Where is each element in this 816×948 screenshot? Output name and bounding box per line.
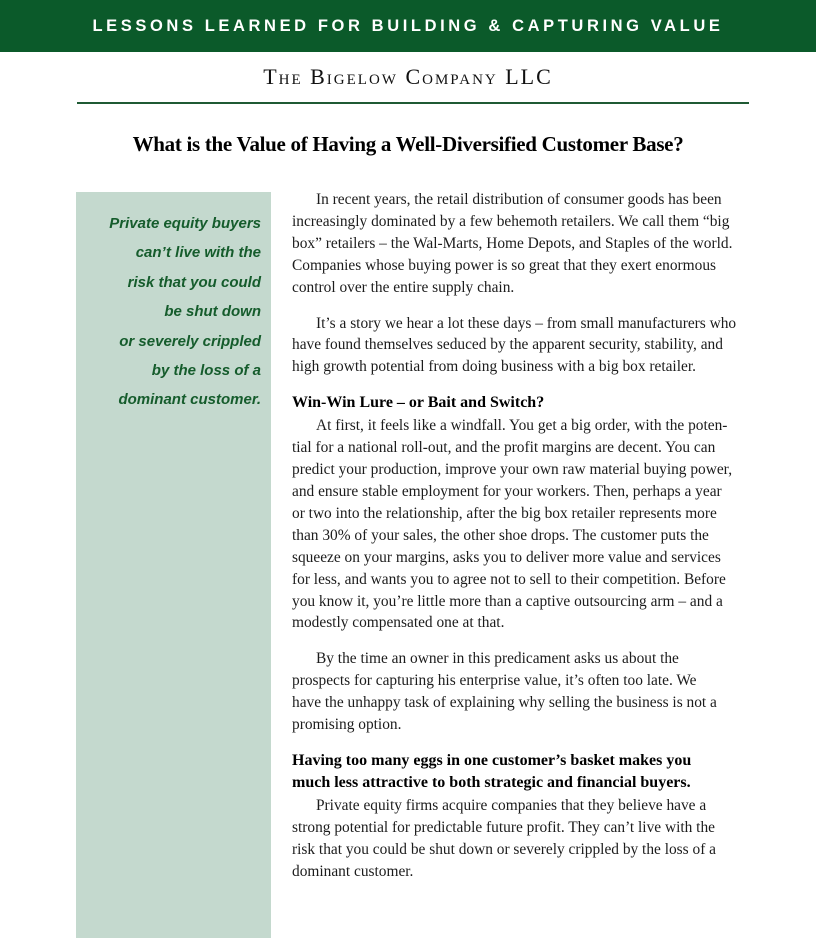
series-banner — [0, 0, 816, 52]
text-line: high growth potential from doing business with a big box retailer. — [292, 358, 696, 376]
text-line: At first, it feels like a windfall. You get a big order, with the poten- — [316, 417, 728, 435]
paragraph — [292, 795, 754, 883]
paragraph — [292, 313, 754, 379]
text-line: predict your production, improve your own raw material buying power, — [292, 461, 733, 479]
text-line: squeeze on your margins, asks you to deliver more value and services — [292, 548, 721, 566]
pullquote-line: risk that you could — [127, 273, 261, 291]
text-line: strong potential for predictable future profit. They can’t live with the — [292, 818, 715, 836]
pullquote-line: or severely crippled — [119, 332, 261, 350]
text-line: box” retailers – the Wal-Marts, Home Depots, and Staples of the world. — [292, 234, 733, 252]
text-line: control over the entire supply chain. — [292, 278, 515, 296]
company-name: The Bigelow Company LLC — [263, 64, 553, 89]
text-line: or two into the relationship, after the big box retailer represents more — [292, 504, 717, 522]
subheading — [292, 750, 754, 794]
paragraph — [292, 415, 754, 634]
text-line: you know it, you’re little more than a captive outsourcing arm – and a — [292, 592, 723, 610]
text-line: have found themselves seduced by the apparent security, stability, and — [292, 336, 723, 354]
header-divider — [77, 102, 749, 104]
text-line: In recent years, the retail distribution of consumer goods has been — [316, 191, 722, 208]
pullquote-line: be shut down — [164, 303, 261, 321]
pullquote-line: Private equity buyers — [109, 215, 261, 232]
text-line: Companies whose buying power is so great that they exert enormous — [292, 256, 717, 274]
text-line: modestly compensated one at that. — [292, 614, 505, 632]
pullquote — [76, 209, 261, 415]
article-title: What is the Value of Having a Well-Diversified Customer Base? — [132, 132, 684, 156]
series-title: LESSONS LEARNED FOR BUILDING & CAPTURING VALUE — [92, 16, 724, 35]
subheading-line: much less attractive to both strategic and financial buyers. — [292, 773, 691, 791]
pullquote-sidebar — [76, 192, 271, 938]
pullquote-line: by the loss of a — [151, 362, 261, 380]
article-body — [292, 189, 754, 897]
paragraph — [292, 648, 754, 736]
text-line: have the unhappy task of explaining why selling the business is not a — [292, 694, 717, 712]
text-line: for less, and wants you to agree not to sell to their competition. Before — [292, 570, 726, 588]
subheading-line: Having too many eggs in one customer’s basket makes you — [292, 751, 692, 769]
pullquote-line: can’t live with the — [135, 244, 261, 262]
text-line: Private equity firms acquire companies that they believe have a — [316, 796, 707, 814]
text-line: By the time an owner in this predicament asks us about the — [316, 650, 679, 668]
text-line: and ensure stable employment for your workers. Then, perhaps a year — [292, 482, 722, 500]
text-line: than 30% of your sales, the other shoe drops. The customer puts the — [292, 526, 709, 544]
text-line: risk that you could be shut down or severely crippled by the loss of a — [292, 840, 717, 858]
text-line: dominant customer. — [292, 862, 414, 880]
paragraph — [292, 189, 754, 299]
text-line: tial for a national roll-out, and the profit margins are decent. You can — [292, 439, 716, 457]
text-line: It’s a story we hear a lot these days – from small manufacturers who — [316, 314, 737, 332]
text-line: promising option. — [292, 716, 402, 734]
subheading: Win-Win Lure – or Bait and Switch? — [292, 394, 545, 412]
pullquote-line: dominant customer. — [118, 391, 261, 409]
text-line: increasingly dominated by a few behemoth retailers. We call them “big — [292, 212, 730, 230]
text-line: prospects for capturing his enterprise value, it’s often too late. We — [292, 672, 697, 690]
